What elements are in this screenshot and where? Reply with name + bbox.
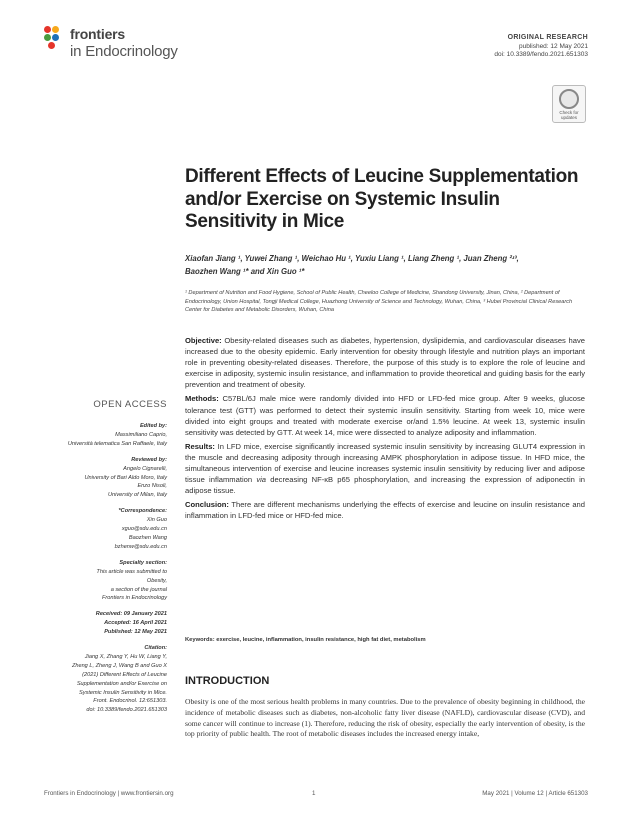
author-line: Baozhen Wang ¹* and Xin Guo ¹* [185, 266, 305, 276]
author-line: Xiaofan Jiang ¹, Yuwei Zhang ¹, Weichao Hu ¹, Yuxiu Liang ¹, Liang Zheng ¹, Juan Zheng ²ʴ³, [185, 254, 519, 263]
affiliations: ¹ Department of Nutrition and Food Hygiene, School of Public Health, Cheeloo College of Medicine, Shandong University, Jinan, China, ² Department of Endocrinology, Union Hospital, Tongji Medical College, Huazhong University of Science and Technology, Wuhan, China, ³ Hubei Provincial Clinical Research Center for Diabetes and Metabolic Disorders, Wuhan, China [185, 290, 573, 314]
correspondence-label: *Correspondence: [118, 508, 167, 515]
footer-volume: May 2021 | Volume 12 | Article 651303 [482, 790, 588, 797]
footer-journal: Frontiers in Endocrinology | www.frontiersin.org [44, 790, 174, 797]
dates [30, 610, 167, 637]
received-date: Received: 09 January 2021 [95, 611, 167, 618]
keywords: Keywords: exercise, leucine, inflammation, insulin resistance, high fat diet, metabolism [185, 637, 426, 643]
methods-label: Methods: [185, 394, 219, 404]
reviewer-affiliation: University of Milan, Italy [107, 492, 167, 499]
email-link[interactable]: xguo@sdu.edu.cn [121, 526, 167, 533]
page-number: 1 [312, 790, 316, 797]
journal-name: in Endocrinology [70, 43, 178, 60]
article-title: Different Effects of Leucine Supplementation and/or Exercise on Systemic Insulin Sensitivity in Mice [185, 166, 579, 232]
specialty-text: Frontiers in Endocrinology [102, 595, 167, 602]
results-text-cont: decreasing NF-κB p65 phosphorylation, and increasing the expression of adiponectin in adipose tissue. [185, 475, 586, 496]
abstract-methods [185, 393, 585, 437]
brand-name: frontiers [70, 26, 125, 42]
section-heading: INTRODUCTION [185, 675, 270, 687]
objective-text: Obesity-related diseases such as diabetes, hypertension, dyslipidemia, and cardiovascular diseases have increased due to the obesity epidemic. Early intervention for obesity through lifestyle and nutrition plays an important role in preventing obesity-related diseases. Therefore, the purpose of this study is to explore the role of leucine and exercise in adiposity, systemic insulin resistance, and inflammation to provide theoretical and guiding basis for the early prevention and treatment of obesity. [185, 336, 585, 390]
conclusion-text: There are different mechanisms underlying the effects of exercise and leucine on insulin resistance and inflammation in LFD-fed mice or HFD-fed mice. [185, 500, 585, 521]
reviewer-affiliation: University of Bari Aldo Moro, Italy [84, 474, 167, 481]
specialty-text: This article was submitted to [96, 568, 167, 575]
citation-label: Citation: [144, 645, 167, 652]
check-updates-label: Check for updates [559, 110, 579, 120]
author-list [185, 253, 585, 278]
objective-label: Objective: [185, 336, 222, 345]
email-link[interactable]: bzhenw@sdu.edu.cn [114, 543, 167, 550]
abstract-objective [185, 335, 585, 390]
reviewer-name: Enzo Nisoli, [137, 483, 167, 490]
published-date: published: 12 May 2021 [518, 42, 588, 50]
published-date-sidebar: Published: 12 May 2021 [104, 629, 167, 636]
correspondence [30, 507, 167, 552]
journal-logo [44, 24, 194, 68]
edited-by-label: Edited by: [139, 423, 167, 429]
doi[interactable]: doi: 10.3389/fendo.2021.651303 [494, 51, 588, 58]
specialty-section [30, 559, 167, 604]
citation-doi[interactable]: doi: 10.3389/fendo.2021.651303 [86, 707, 167, 714]
editor-affiliation: Università telematica San Raffaele, Italy [67, 440, 167, 447]
article-info-sidebar [30, 422, 167, 722]
reviewed-by-label: Reviewed by: [131, 456, 167, 463]
citation-text: Systemic Insulin Sensitivity in Mice. [79, 689, 167, 696]
citation-text: Jiang X, Zhang Y, Hu W, Liang Y, [84, 653, 167, 660]
results-via: via [256, 475, 267, 485]
reviewer-name: Angelo Cignarelli, [123, 465, 167, 472]
abstract-results [185, 441, 585, 496]
open-access-label: OPEN ACCESS [93, 399, 167, 410]
corresponding-author: Xin Guo [146, 517, 167, 524]
specialty-text: Obesity, [146, 577, 167, 584]
corresponding-author: Baozhen Wang [128, 534, 167, 541]
specialty-text: a section of the journal [110, 586, 167, 593]
abstract-conclusion [185, 499, 585, 521]
reviewed-by [30, 456, 167, 501]
accepted-date: Accepted: 16 April 2021 [104, 620, 167, 627]
abstract [185, 335, 585, 525]
citation-text: Zheng L, Zheng J, Wang B and Guo X [71, 662, 167, 669]
editor-name: Massimiliano Caprio, [115, 431, 167, 438]
results-text: In LFD mice, exercise significantly increased systemic insulin sensitivity by increasing GLUT4 expression in the muscle and decreasing adiposity through increasing AMPK phosphorylation in adipose tissue. In HFD mice, the simultaneous intervention of exercise and leucine increases systemic insulin sensitivity by reducing liver and adipose tissue inflammation [185, 441, 585, 485]
check-for-updates-button[interactable] [552, 85, 586, 123]
results-label: Results: [185, 441, 215, 451]
citation-text: (2021) Different Effects of Leucine [82, 671, 167, 678]
citation [30, 644, 167, 715]
article-meta [494, 34, 588, 60]
citation-text: Front. Endocrinol. 12:651303. [93, 698, 167, 705]
article-type: ORIGINAL RESEARCH [507, 34, 588, 41]
frontiers-logo-icon [44, 26, 66, 52]
methods-text: C57BL/6J male mice were randomly divided into HFD or LFD-fed mice group. After 9 weeks, glucose tolerance test (GTT) was performed to detect their systemic insulin sensitivity. Starting from week 10, mice were divided into eight groups and treated with moderate exercise or/and 1.5% leucine. At week 13, systemic insulin sensitivity was detected by GTT. At week 14, mice were dissected to analyze adiposity and inflammation. [185, 394, 585, 437]
specialty-label: Specialty section: [119, 559, 167, 566]
intro-paragraph: Obesity is one of the most serious health problems in many countries. Due to the prevalence of obesity beginning in childhood, the incidence of metabolic diseases such as diabetes, non-alcoholic fatty liver disease (NAFLD), cardiovascular disease (CVD), and some cancer will continue to increase (1). Therefore, reducing the risk of obesity, especially the early intervention of obesity, is the top priority of public health. The root of metabolic diseases includes the increased energy intake, [185, 697, 585, 739]
check-updates-icon [559, 89, 579, 109]
edited-by [30, 422, 167, 449]
conclusion-label: Conclusion: [185, 500, 229, 510]
citation-text: Supplementation and/or Exercise on [76, 680, 167, 687]
